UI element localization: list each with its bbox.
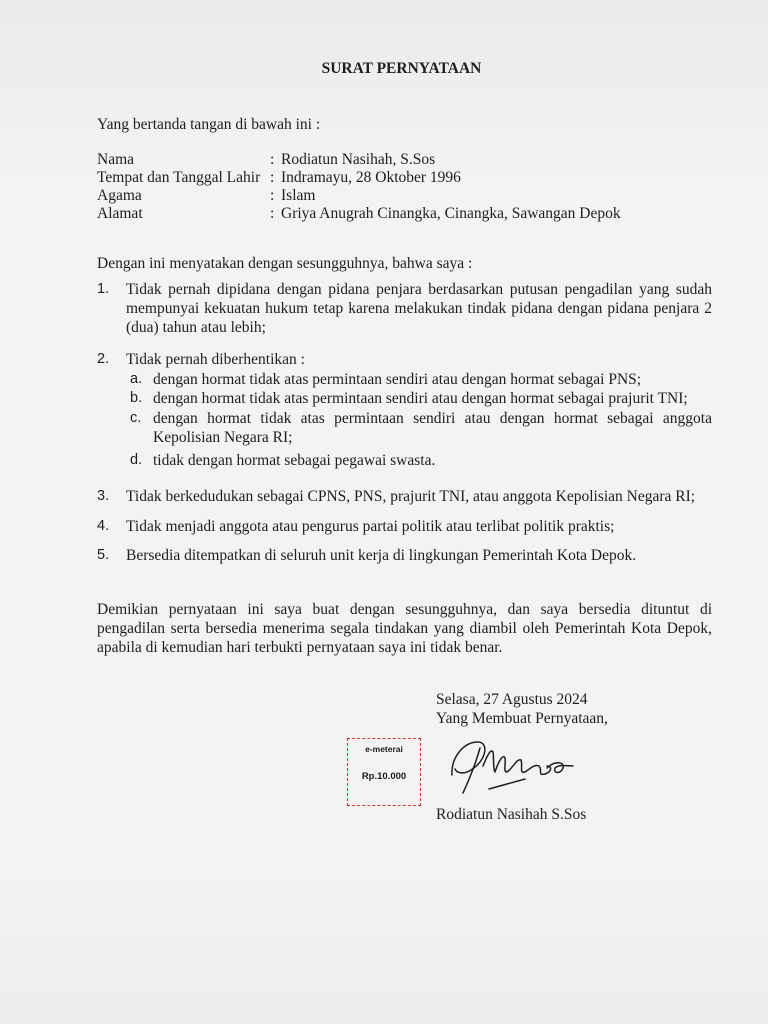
- statement-text: [126, 350, 712, 369]
- statement-line: Bersedia ditempatkan di seluruh unit kerja di lingkungan Pemerintah Kota Depok.: [126, 547, 637, 564]
- identity-separator: :: [270, 151, 275, 168]
- statement-4: [97, 517, 712, 536]
- identity-table: [97, 151, 621, 223]
- sub-item-line: dengan hormat tidak atas permintaan sendiri atau dengan hormat sebagai anggota: [153, 410, 712, 427]
- sub-item-line: dengan hormat tidak atas permintaan sendiri atau dengan hormat sebagai prajurit TNI;: [153, 390, 688, 407]
- identity-row-religion: [97, 187, 621, 205]
- identity-row-name: [97, 151, 621, 169]
- statement-line: mempunyai kekuatan hukum tetap karena melakukan tindak pidana dengan pidana penjara 2: [126, 300, 712, 317]
- signature-role: Yang Membuat Pernyataan,: [436, 710, 608, 727]
- sub-item-letter: c.: [130, 410, 142, 426]
- statement-2: [97, 350, 712, 369]
- statement-5: [97, 546, 712, 565]
- statement-text: [126, 517, 712, 536]
- statement-line: Tidak menjadi anggota atau pengurus partai politik atau terlibat politik praktis;: [126, 518, 615, 535]
- intro-text: Yang bertanda tangan di bawah ini :: [97, 116, 321, 133]
- signatory-name: Rodiatun Nasihah S.Sos: [436, 806, 587, 823]
- statement-number: 1.: [97, 281, 110, 297]
- identity-value: Griya Anugrah Cinangka, Cinangka, Sawangan Depok: [281, 205, 621, 222]
- identity-value: Rodiatun Nasihah, S.Sos: [281, 151, 436, 168]
- sub-item-line: dengan hormat tidak atas permintaan sendiri atau dengan hormat sebagai PNS;: [153, 371, 642, 388]
- statement-number: 3.: [97, 488, 110, 504]
- identity-separator: :: [270, 205, 275, 222]
- identity-label: Alamat: [97, 205, 143, 222]
- sub-item-letter: b.: [130, 390, 143, 406]
- signature-date: Selasa, 27 Agustus 2024: [436, 691, 588, 708]
- sub-item-b: [130, 389, 712, 408]
- signature-image: [443, 736, 578, 798]
- signature-stroke: [483, 751, 551, 774]
- sub-item-text: [153, 409, 712, 447]
- stamp-label: e-meterai: [365, 744, 403, 754]
- closing-paragraph: [97, 600, 712, 657]
- statement-text: [126, 546, 712, 565]
- sub-item-text: [153, 370, 712, 389]
- sub-item-letter: a.: [130, 371, 143, 387]
- statement-text: [126, 280, 712, 337]
- identity-label: Agama: [97, 187, 142, 204]
- closing-line: Demikian pernyataan ini saya buat dengan sesungguhnya, dan saya bersedia dituntut di: [97, 601, 712, 618]
- statement-line: Tidak pernah dipidana dengan pidana penjara berdasarkan putusan pengadilan yang sudah: [126, 281, 712, 298]
- declaration-intro: Dengan ini menyatakan dengan sesungguhnya, bahwa saya :: [97, 255, 473, 272]
- identity-separator: :: [270, 169, 275, 186]
- statement-line: Tidak berkedudukan sebagai CPNS, PNS, prajurit TNI, atau anggota Kepolisian Negara RI;: [126, 488, 696, 505]
- sub-item-a: [130, 370, 712, 389]
- sub-item-d: [130, 451, 712, 470]
- sub-item-text: [153, 389, 712, 408]
- identity-value: Indramayu, 28 Oktober 1996: [281, 169, 461, 186]
- closing-line: pengadilan serta bersedia menerima segala tindakan yang diambil oleh Pemerintah Kota Depok,: [97, 620, 712, 637]
- identity-label: Nama: [97, 151, 135, 168]
- stamp-value: Rp.10.000: [361, 771, 407, 782]
- identity-row-birth: [97, 169, 621, 187]
- statement-text: [126, 487, 712, 506]
- statement-number: 4.: [97, 518, 110, 534]
- e-meterai-stamp: [347, 738, 421, 806]
- sub-item-line: tidak dengan hormat sebagai pegawai swasta.: [153, 452, 436, 469]
- document-title: SURAT PERNYATAAN: [321, 60, 482, 77]
- identity-value: Islam: [281, 187, 316, 204]
- identity-separator: :: [270, 187, 275, 204]
- statement-line: (dua) tahun atau lebih;: [126, 319, 266, 336]
- sub-item-c: [130, 409, 712, 447]
- statement-3: [97, 487, 712, 506]
- statement-number: 5.: [97, 547, 110, 563]
- sub-item-letter: d.: [130, 452, 143, 468]
- closing-line: apabila di kemudian hari terbukti pernyataan saya ini tidak benar.: [97, 639, 503, 656]
- identity-label: Tempat dan Tanggal Lahir: [97, 169, 261, 186]
- statement-line: Tidak pernah diberhentikan :: [126, 351, 305, 368]
- signature-stroke: [489, 779, 525, 789]
- sub-item-line: Kepolisian Negara RI;: [153, 429, 293, 446]
- sub-item-text: [153, 451, 712, 470]
- signature-stroke: [452, 742, 485, 775]
- statement-1: [97, 280, 712, 337]
- statement-number: 2.: [97, 351, 110, 367]
- identity-row-address: [97, 205, 621, 223]
